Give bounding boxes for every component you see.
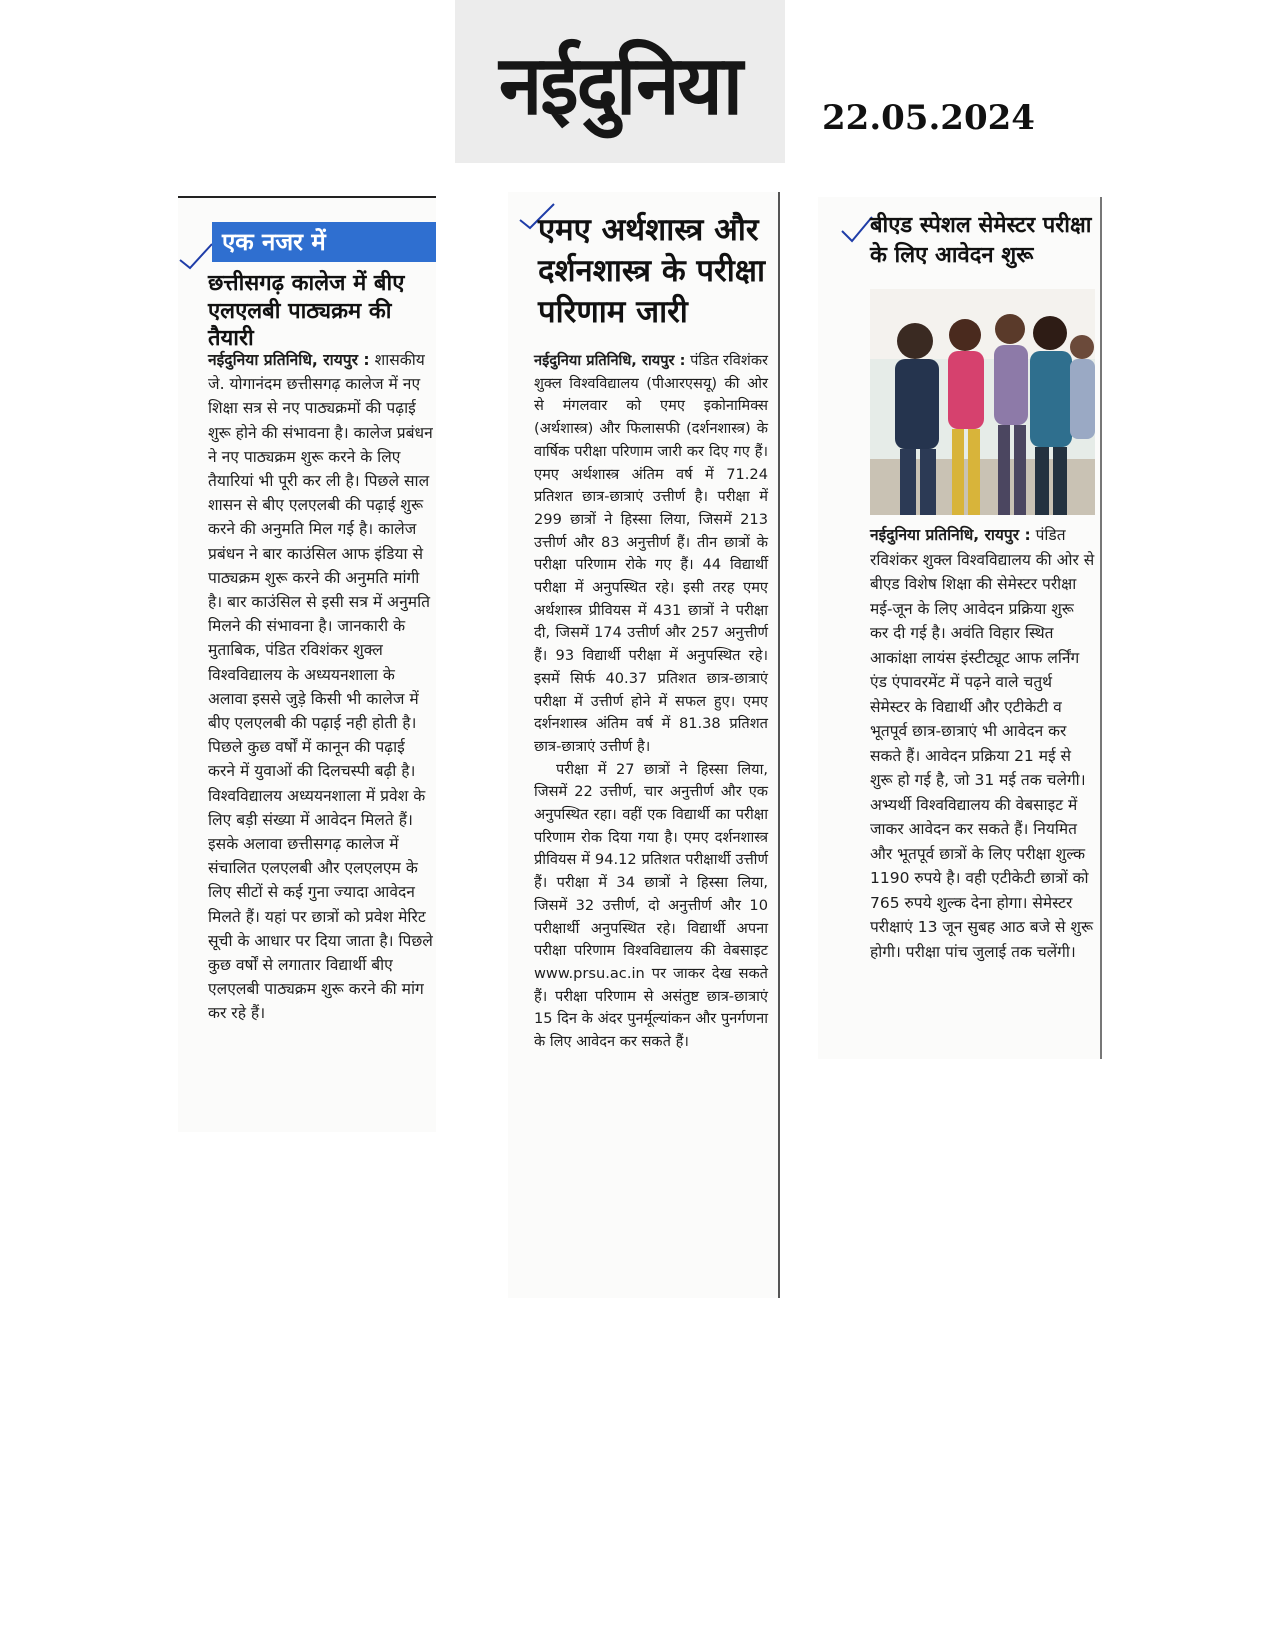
article-body: [208, 348, 436, 1026]
article-body: [870, 523, 1096, 964]
news-clip-llb: [178, 196, 436, 1132]
paragraph-text: पंडित रविशंकर शुक्ल विश्वविद्यालय की ओर से बीएड विशेष शिक्षा की सेमेस्टर परीक्षा मई-जून के लिए आवेदन प्रक्रिया शुरू कर दी गई है। अवंति विहार स्थित आकांक्षा लायंस इंस्टीट्यूट आफ लर्निंग एंड एंपावरमेंट में पढ़ने वाले चतुर्थ सेमेस्टर के विद्यार्थी और एटीकेटी व भूतपूर्व छात्र-छात्राएं भी आवेदन कर सकते हैं। आवेदन प्रक्रिया 21 मई से शुरू हो गई है, जो 31 मई तक चलेगी। अभ्यर्थी विश्वविद्यालय की वेबसाइट में जाकर आवेदन कर सकते हैं। नियमित और भूतपूर्व छात्रों के लिए परीक्षा शुल्क 1190 रुपये है। वही एटीकेटी छात्रों को 765 रुपये शुल्क देना होगा। सेमेस्टर परीक्षाएं 13 जून सुबह आठ बजे से शुरू होगी। परीक्षा पांच जुलाई तक चलेंगी।: [870, 526, 1095, 961]
news-clip-bed-special: [818, 197, 1102, 1059]
article-paragraph: [870, 523, 1096, 964]
article-paragraph: [208, 348, 436, 1026]
article-paragraph: परीक्षा में 27 छात्रों ने हिस्सा लिया, जिसमें 22 उत्तीर्ण, चार अनुत्तीर्ण और एक अनुपस्थित रहा। वहीं एक विद्यार्थी का परीक्षा परिणाम रोक दिया गया है। एमए दर्शनशास्त्र प्रीवियस में 94.12 प्रतिशत परीक्षार्थी उत्तीर्ण हैं। परीक्षा में 34 छात्रों ने हिस्सा लिया, जिसमें 32 उत्तीर्ण, दो अनुत्तीर्ण और 10 परीक्षार्थी अनुपस्थित रहे। विद्यार्थी अपना परीक्षा परिणाम विश्वविद्यालय की वेबसाइट www.prsu.ac.in पर जाकर देख सकते हैं। परीक्षा परिणाम से असंतुष्ट छात्र-छात्राएं 15 दिन के अंदर पुनर्मूल्यांकन और पुनर्गणना के लिए आवेदन कर सकते हैं।: [534, 760, 768, 1051]
students-photo-icon: [870, 289, 1095, 515]
paragraph-text: पंडित रविशंकर शुक्ल विश्वविद्यालय (पीआरएसयू) की ओर से मंगलवार को एमए इकोनामिक्स (अर्थशास्त्र) और फिलासफी (दर्शनशास्त्र) के वार्षिक परीक्षा परिणाम जारी कर दिए गए हैं। एमए अर्थशास्त्र अंतिम वर्ष में 71.24 प्रतिशत छात्र-छात्राएं उत्तीर्ण है। परीक्षा में 299 छात्रों ने हिस्सा लिया, जिसमें 213 उत्तीर्ण और 83 अनुत्तीर्ण हैं। तीन छात्रों के परीक्षा परिणाम रोके गए हैं। 44 विद्यार्थी परीक्षा में अनुपस्थित रहे। इसी तरह एमए अर्थशास्त्र प्रीवियस में 431 छात्रों ने परीक्षा दी, जिसमें 174 उत्तीर्ण और 257 अनुत्तीर्ण हैं। 93 विद्यार्थी परीक्षा में अनुपस्थित रहे। इसमें सिर्फ 40.37 प्रतिशत छात्र-छात्राएं परीक्षा में उत्तीर्ण होने में सफल हुए। एमए दर्शनशास्त्र अंतिम वर्ष में 81.38 प्रतिशत छात्र-छात्राएं उत्तीर्ण है।: [534, 352, 768, 755]
article-byline: नईदुनिया प्रतिनिधि, रायपुर :: [208, 351, 370, 369]
article-byline: नईदुनिया प्रतिनिधि, रायपुर :: [534, 352, 686, 369]
masthead-logo: नईदुनिया: [499, 37, 741, 133]
article-headline: एमए अर्थशास्त्र और दर्शनशास्त्र के परीक्षा परिणाम जारी: [538, 212, 765, 330]
article-headline: छत्तीसगढ़ कालेज में बीए एलएलबी पाठ्यक्रम की तैयारी: [208, 271, 405, 351]
newspaper-masthead: [455, 0, 785, 163]
article-headline: बीएड स्पेशल सेमेस्टर परीक्षा के लिए आवेदन शुरू: [870, 213, 1092, 269]
news-clip-exam-results: [508, 192, 780, 1298]
edition-date: 22.05.2024: [822, 98, 1035, 138]
article-body: [534, 350, 768, 1054]
article-paragraph: [534, 350, 768, 759]
article-byline: नईदुनिया प्रतिनिधि, रायपुर :: [870, 526, 1031, 544]
section-kicker: एक नजर में: [212, 222, 436, 262]
paragraph-text: शासकीय जे. योगानंदम छत्तीसगढ़ कालेज में नए शिक्षा सत्र से नए पाठ्यक्रमों की पढ़ाई शुरू होने की संभावना है। कालेज प्रबंधन ने नए पाठ्यक्रम शुरू करने के लिए तैयारियां भी पूरी कर ली है। पिछले साल शासन से बीए एलएलबी की पढ़ाई शुरू करने की अनुमति मिल गई है। कालेज प्रबंधन ने बार काउंसिल आफ इंडिया से पाठ्यक्रम शुरू करने की अनुमति मांगी है। बार काउंसिल से इसी सत्र में अनुमति मिलने की संभावना है। जानकारी के मुताबिक, पंडित रविशंकर शुक्ल विश्वविद्यालय के अध्ययनशाला के अलावा इससे जुड़े किसी भी कालेज में बीए एलएलबी की पढ़ाई नही होती है। पिछले कुछ वर्षों में कानून की पढ़ाई करने में युवाओं की दिलचस्पी बढ़ी है। विश्वविद्यालय अध्ययनशाला में प्रवेश के लिए बड़ी संख्या में आवेदन मिलते हैं। इसके अलावा छत्तीसगढ़ कालेज में संचालित एलएलबी और एलएलएम के लिए सीटों से कई गुना ज्यादा आवेदन मिलते हैं। यहां पर छात्रों को प्रवेश मेरिट सूची के आधार पर दिया जाता है। पिछले कुछ वर्षों से लगातार विद्यार्थी बीए एलएलबी पाठ्यक्रम शुरू करने की मांग कर रहे हैं।: [208, 351, 433, 1023]
